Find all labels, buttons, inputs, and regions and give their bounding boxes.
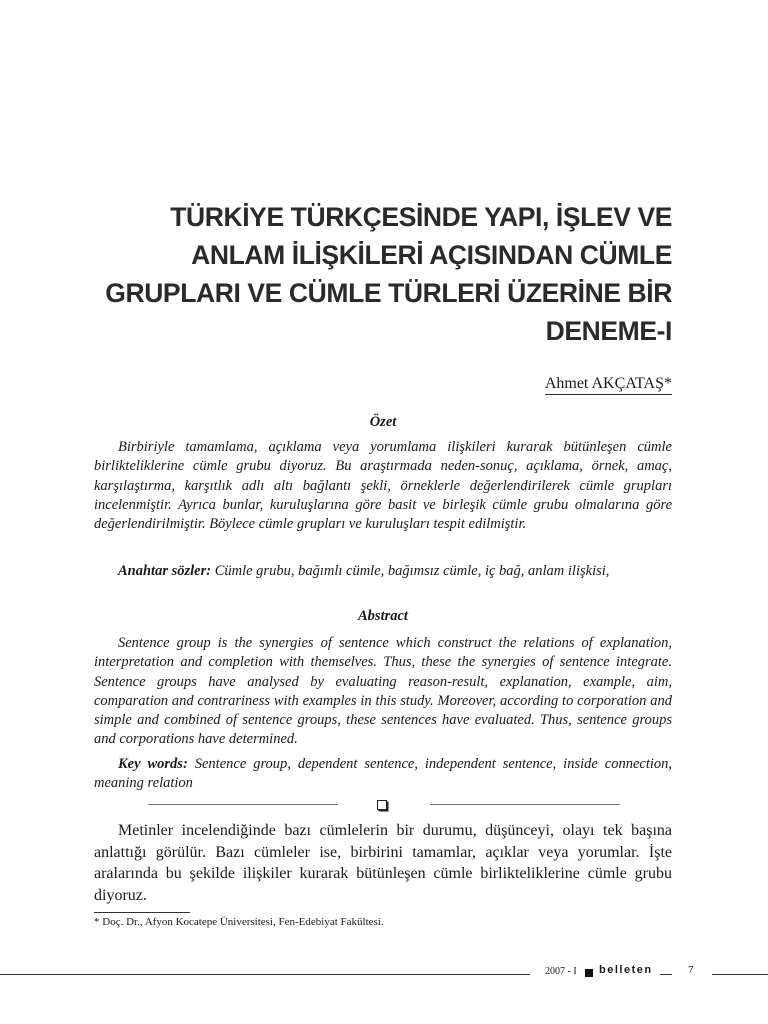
footer-rule-right <box>712 974 768 975</box>
footer-journal: belleten <box>599 964 653 976</box>
author-name: Ahmet AKÇATAŞ* <box>545 375 672 395</box>
section-divider-left <box>148 804 338 805</box>
title-line: DENEME-I <box>545 316 672 346</box>
abstract-heading: Abstract <box>358 608 408 624</box>
section-divider-right <box>430 804 620 805</box>
ozet-keywords-label: Anahtar sözler: <box>118 563 212 579</box>
abstract-paragraph <box>94 634 672 750</box>
ozet-keywords-text: Cümle grubu, bağımlı cümle, bağımsız cümle, iç bağ, anlam ilişkisi, <box>214 563 610 579</box>
square-icon <box>585 969 593 977</box>
abstract-text: Sentence group is the synergies of sentence which construct the relations of explanation, interpretation and completion with themselves. Thus, these the synergies of sentence integrate. Sentence groups have analysed by evaluating reason-result, explanation, example, aim, comparation and contrariness with examples in this study. Moreover, according to corporation and simple and combined of sentence groups, these sentences have evaluated. Thus, sentence groups and corporations have determined. <box>94 635 672 748</box>
square-bullet-icon <box>377 800 387 810</box>
ozet-heading: Özet <box>369 414 397 430</box>
footnote: * Doç. Dr., Afyon Kocatepe Üniversitesi, Fen-Edebiyat Fakültesi. <box>94 916 384 928</box>
body-text: Metinler incelendiğinde bazı cümlelerin bir durumu, düşünceyi, olayı tek başına anlattığı görülür. Bazı cümleler ise, birbirini tamamlar, açıklar veya yorumlar. İşte aralarında bu şekilde ilişkiler kurarak bütünleşen cümle birlikteliklerine cümle grubu diyoruz. <box>94 822 672 905</box>
article-title <box>100 198 672 350</box>
footer-issue: 2007 - I <box>545 966 577 977</box>
ozet-text: Birbiriyle tamamlama, açıklama veya yorumlama ilişkileri kurarak bütünleşen cümle birlikteliklerine cümle grubu diyoruz. Bu araştırmada neden-sonuç, açıklama, örnek, amaç, karşılaştırma, karşıtlık adlı altı bağlantı şekli, örneklerle değerlendirilerek cümle grupları incelenmiştir. Ayrıca bunlar, kuruluşlarına göre basit ve birleşik cümle grubu olmalarına göre değerlendirilmiştir. Böylece cümle grupları ve kuruluşları tespit edilmiştir. <box>94 439 672 533</box>
body-paragraph <box>94 820 672 907</box>
ozet-paragraph <box>94 438 672 534</box>
ozet-keywords <box>94 562 672 581</box>
abstract-keywords-label: Key words: <box>118 756 188 772</box>
title-line: GRUPLARI VE CÜMLE TÜRLERİ ÜZERİNE BİR <box>105 278 672 308</box>
footnote-rule <box>94 912 190 913</box>
footer-rule-left <box>0 974 530 975</box>
title-line: ANLAM İLİŞKİLERİ AÇISINDAN CÜMLE <box>191 240 672 270</box>
abstract-keywords-text: Sentence group, dependent sentence, independent sentence, inside connection, meaning relation <box>94 756 673 792</box>
abstract-keywords <box>94 755 672 794</box>
page-number: 7 <box>688 964 694 976</box>
title-line: TÜRKİYE TÜRKÇESİNDE YAPI, İŞLEV VE <box>170 202 672 232</box>
footer-dash <box>660 974 672 975</box>
